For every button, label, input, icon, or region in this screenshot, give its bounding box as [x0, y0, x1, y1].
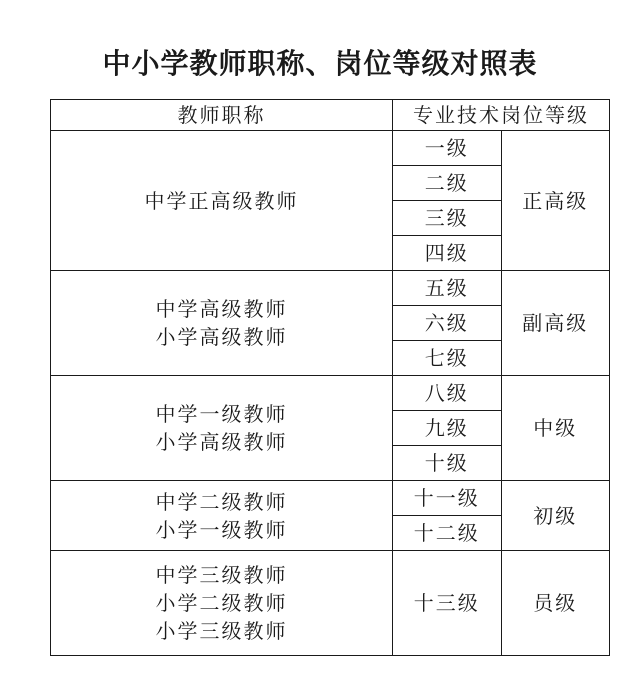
table-row [51, 551, 610, 656]
teacher-title-cell [51, 131, 393, 271]
table-row [51, 131, 610, 166]
teacher-title: 中学三级教师 [155, 563, 288, 587]
category-cell: 员级 [501, 551, 609, 656]
level-cell: 三级 [393, 201, 501, 236]
level-cell: 七级 [393, 341, 501, 376]
teacher-title-cell [51, 376, 393, 481]
teacher-title: 小学二级教师 [155, 591, 288, 615]
category-cell: 正高级 [501, 131, 609, 271]
level-cell: 十三级 [393, 551, 501, 656]
teacher-title-cell [51, 271, 393, 376]
table-header-row [51, 100, 610, 131]
table-row [51, 271, 610, 306]
table-row [51, 376, 610, 411]
teacher-title: 小学三级教师 [155, 619, 288, 643]
level-cell: 五级 [393, 271, 501, 306]
teacher-title: 小学高级教师 [155, 430, 288, 454]
teacher-title: 中学高级教师 [155, 297, 288, 321]
level-cell: 十级 [393, 446, 501, 481]
level-cell: 六级 [393, 306, 501, 341]
teacher-title: 中学一级教师 [155, 402, 288, 426]
category-cell: 副高级 [501, 271, 609, 376]
title-level-table [50, 99, 610, 656]
level-cell: 九级 [393, 411, 501, 446]
teacher-title: 小学高级教师 [155, 325, 288, 349]
teacher-title-cell [51, 551, 393, 656]
teacher-title: 中学正高级教师 [144, 188, 299, 213]
level-cell: 一级 [393, 131, 501, 166]
category-cell: 初级 [501, 481, 609, 551]
level-cell: 四级 [393, 236, 501, 271]
level-cell: 十二级 [393, 516, 501, 551]
header-post-level: 专业技术岗位等级 [393, 100, 610, 131]
teacher-title: 中学二级教师 [155, 489, 288, 514]
level-cell: 十一级 [393, 481, 501, 516]
level-cell: 八级 [393, 376, 501, 411]
teacher-title-cell [51, 481, 393, 551]
page-title: 中小学教师职称、岗位等级对照表 [102, 47, 538, 80]
level-cell: 二级 [393, 166, 501, 201]
table-row [51, 481, 610, 516]
header-teacher-title: 教师职称 [51, 100, 393, 131]
teacher-title: 小学一级教师 [155, 517, 288, 542]
category-cell: 中级 [501, 376, 609, 481]
